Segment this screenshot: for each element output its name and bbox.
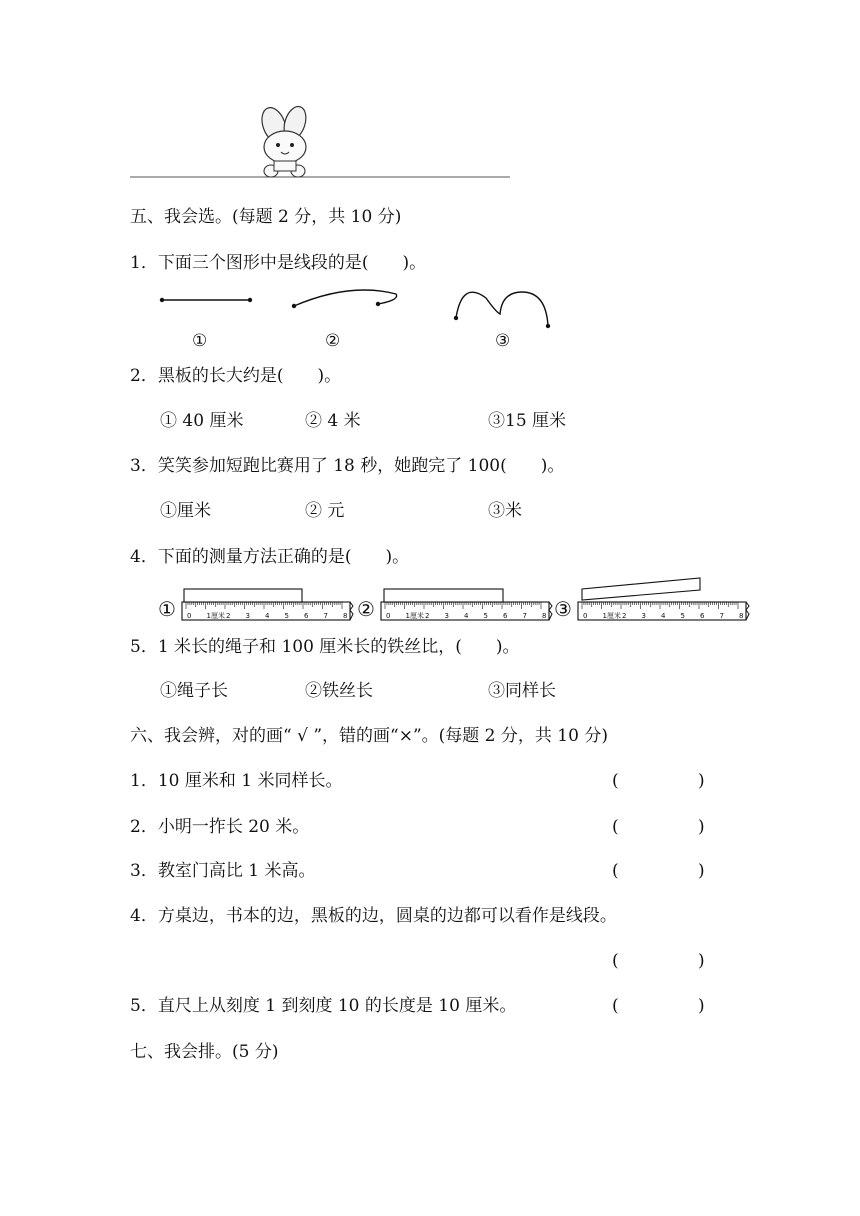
judge-item-5: 5．直尺上从刻度 1 到刻度 10 的长度是 10 厘米。 — [130, 996, 517, 1016]
section5-heading: 五、我会选。(每题 2 分，共 10 分) — [130, 207, 402, 227]
q1-label-1: ① — [192, 331, 208, 351]
ruler-3-tick-label: 8 — [739, 612, 744, 620]
q5-option-1: ①绳子长 — [160, 681, 228, 701]
q3-option-2: ② 元 — [305, 501, 345, 521]
ruler-1-tick-label: 1厘米 — [206, 612, 225, 620]
bunny-illustration — [130, 105, 520, 185]
ruler-2-tick-label: 2 — [425, 612, 430, 620]
measured-strip-2 — [384, 589, 503, 602]
judge-paren-close-4: ) — [698, 951, 705, 971]
ruler-1-tick-label: 6 — [304, 612, 309, 620]
ruler-2-tick-label: 4 — [464, 612, 469, 620]
judge-paren-close-1: ) — [698, 771, 705, 791]
ruler-2-tick-label: 0 — [386, 612, 391, 620]
q3-option-1: ①厘米 — [160, 501, 211, 521]
q2-option-3: ③15 厘米 — [488, 411, 567, 431]
judge-paren-open-2: ( — [612, 817, 619, 837]
judge-item-4: 4．方桌边，书本的边，黑板的边，圆桌的边都可以看作是线段。 — [130, 906, 617, 926]
judge-paren-open-1: ( — [612, 771, 619, 791]
ruler-3-tick-label: 6 — [700, 612, 705, 620]
judge-item-1: 1．10 厘米和 1 米同样长。 — [130, 771, 343, 791]
q2-option-1: ① 40 厘米 — [160, 411, 244, 431]
q4-label-2: ② — [357, 597, 375, 621]
judge-paren-close-3: ) — [698, 861, 705, 881]
question-5-2: 2．黑板的长大约是( )。 — [130, 366, 342, 386]
ruler-3-tick-label: 3 — [641, 612, 646, 620]
q4-label-3: ③ — [554, 597, 572, 621]
q1-label-2: ② — [325, 331, 341, 351]
section6-heading: 六、我会辨，对的画“ √ ”，错的画“×”。(每题 2 分，共 10 分) — [130, 726, 608, 746]
q5-option-2: ②铁丝长 — [305, 681, 373, 701]
ruler-3-tick-label: 1厘米 — [602, 612, 621, 620]
measured-strip-3 — [582, 578, 700, 600]
ruler-3-tick-label: 0 — [583, 612, 588, 620]
question-5-3: 3．笑笑参加短跑比赛用了 18 秒，她跑完了 100( )。 — [130, 456, 565, 476]
question-5-4: 4．下面的测量方法正确的是( )。 — [130, 547, 410, 567]
q2-option-2: ② 4 米 — [305, 411, 361, 431]
question-5-1: 1．下面三个图形中是线段的是( )。 — [130, 253, 427, 273]
ruler-1-tick-label: 2 — [226, 612, 231, 620]
ruler-2-tick-label: 6 — [503, 612, 508, 620]
q3-option-3: ③米 — [488, 501, 522, 521]
judge-paren-open-3: ( — [612, 861, 619, 881]
ruler-3-tick-label: 4 — [661, 612, 666, 620]
ruler-2-tick-label: 5 — [483, 612, 488, 620]
section7-heading: 七、我会排。(5 分) — [130, 1042, 279, 1062]
ruler-3-tick-label: 2 — [622, 612, 627, 620]
q1-label-3: ③ — [495, 331, 511, 351]
judge-item-3: 3．教室门高比 1 米高。 — [130, 861, 316, 881]
judge-item-2: 2．小明一拃长 20 米。 — [130, 817, 310, 837]
judge-paren-close-2: ) — [698, 817, 705, 837]
q4-label-1: ① — [158, 597, 176, 621]
ruler-2-tick-label: 1厘米 — [405, 612, 424, 620]
question-5-5: 5．1 米长的绳子和 100 厘米长的铁丝比，( )。 — [130, 637, 520, 657]
ruler-2-tick-label: 3 — [444, 612, 449, 620]
ruler-1-tick-label: 3 — [245, 612, 250, 620]
q4-rulers — [0, 570, 860, 630]
measured-strip-1 — [184, 589, 302, 602]
ruler-1-tick-label: 7 — [323, 612, 328, 620]
ruler-2-tick-label: 7 — [522, 612, 527, 620]
judge-paren-open-4: ( — [612, 951, 619, 971]
ruler-2-tick-label: 8 — [542, 612, 547, 620]
ruler-1-tick-label: 8 — [343, 612, 348, 620]
judge-paren-close-5: ) — [698, 996, 705, 1016]
judge-paren-open-5: ( — [612, 996, 619, 1016]
ruler-1-tick-label: 0 — [187, 612, 192, 620]
ruler-1-tick-label: 4 — [265, 612, 270, 620]
ruler-3-tick-label: 5 — [680, 612, 685, 620]
q5-option-3: ③同样长 — [488, 681, 556, 701]
ruler-3-tick-label: 7 — [719, 612, 724, 620]
ruler-1-tick-label: 5 — [284, 612, 289, 620]
